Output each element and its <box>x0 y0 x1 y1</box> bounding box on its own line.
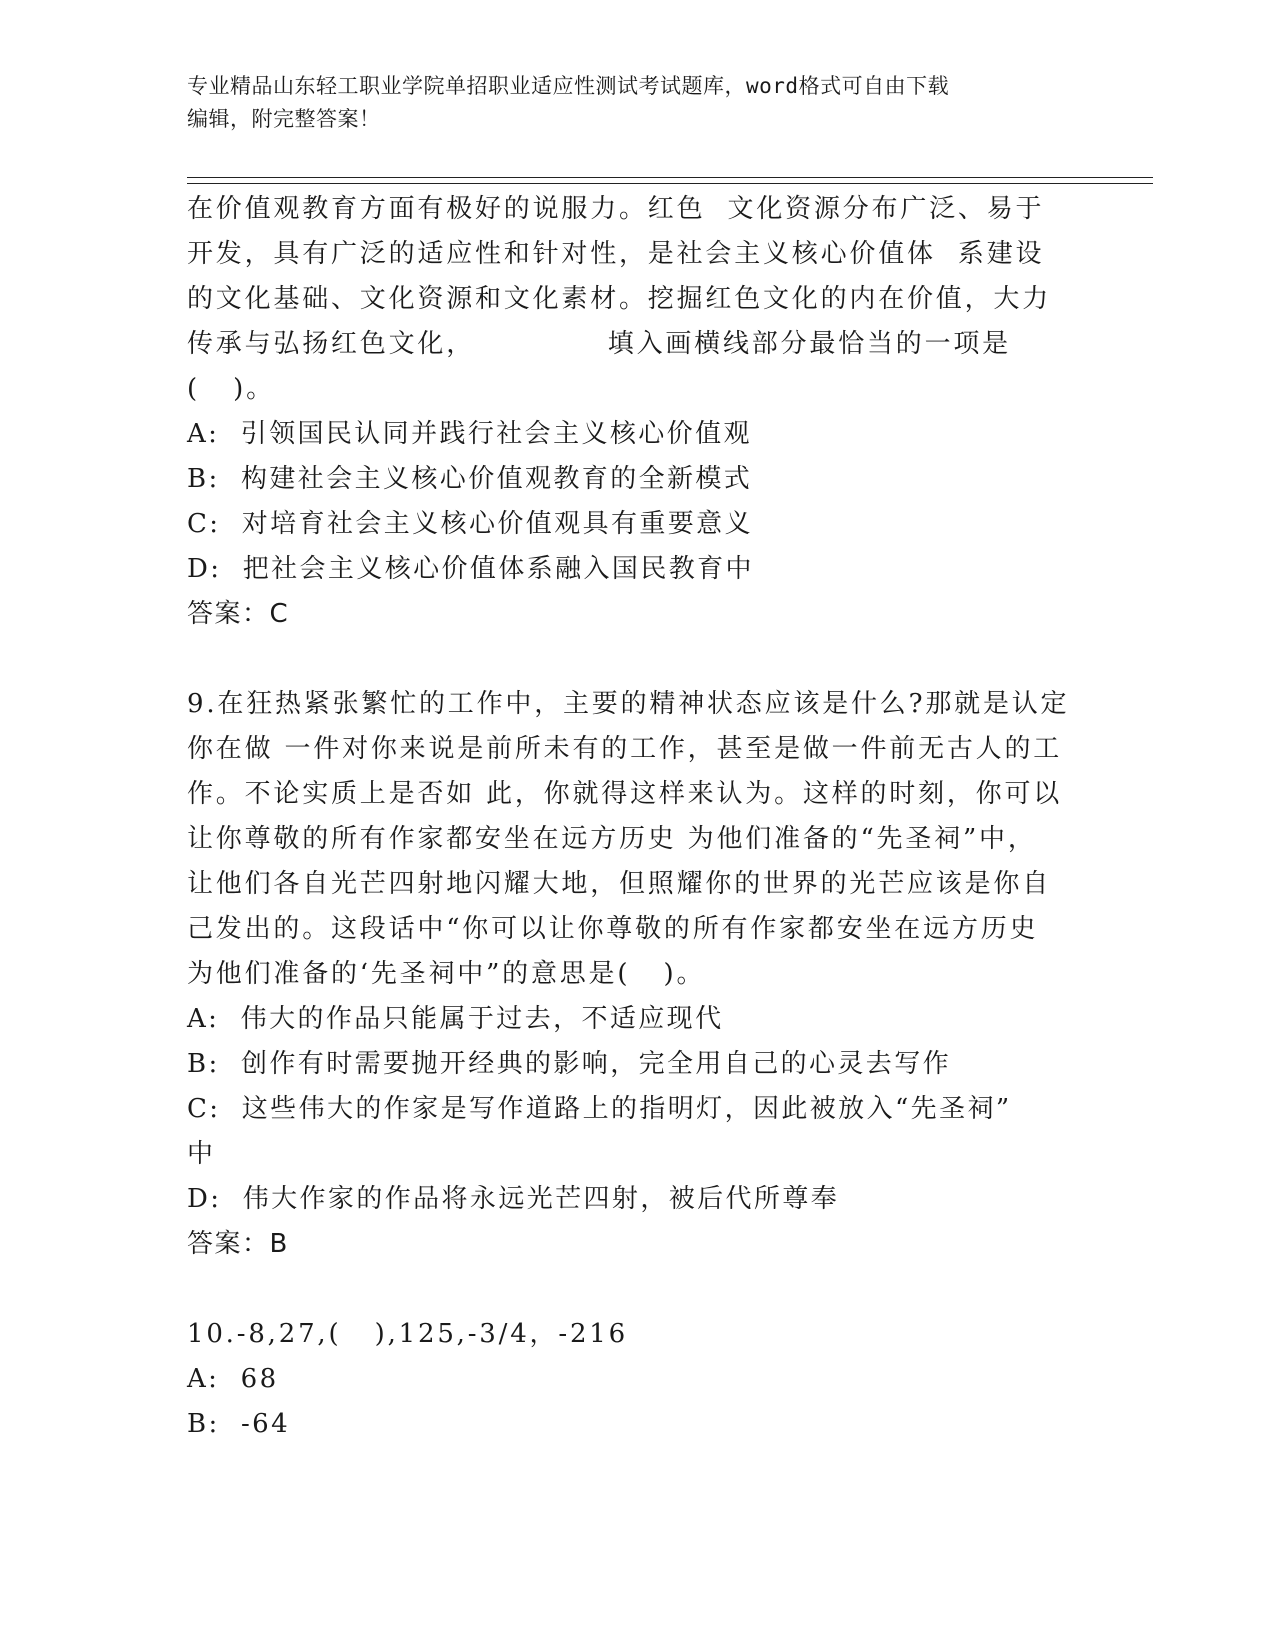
question-8 <box>187 187 1087 637</box>
question-9-option-b: B: 创作有时需要抛开经典的影响，完全用自己的心灵去写作 <box>187 1049 951 1079</box>
question-9-text-line: 让你尊敬的所有作家都安坐在远方历史 为他们准备的“先圣祠”中， <box>187 824 1037 854</box>
question-9-text-line: 为他们准备的‘先圣祠中”的意思是( )。 <box>187 959 706 989</box>
question-9-text-line: 9.在狂热紧张繁忙的工作中，主要的精神状态应该是什么?那就是认定 <box>187 689 1070 719</box>
question-8-text-line: 在价值观教育方面有极好的说服力。红色 文化资源分布广泛、易于 <box>187 194 1045 224</box>
question-9 <box>187 682 1087 1267</box>
header-divider-top <box>187 177 1153 178</box>
header-line-2: 编辑，附完整答案！ <box>187 107 381 131</box>
question-8-option-d: D: 把社会主义核心价值体系融入国民教育中 <box>187 554 754 584</box>
question-9-text-line: 作。不论实质上是否如 此，你就得这样来认为。这样的时刻，你可以 <box>187 779 1063 809</box>
question-8-option-b: B: 构建社会主义核心价值观教育的全新模式 <box>187 464 753 494</box>
question-9-option-c-continued: 中 <box>187 1139 216 1169</box>
question-8-text-line: 开发，具有广泛的适应性和针对性，是社会主义核心价值体 系建设 <box>187 239 1045 269</box>
question-8-option-a: A: 引领国民认同并践行社会主义核心价值观 <box>187 419 752 449</box>
question-8-text-line: ( )。 <box>187 374 275 404</box>
question-10 <box>187 1312 1087 1447</box>
question-9-answer: 答案：B <box>187 1229 289 1259</box>
question-9-option-d: D: 伟大作家的作品将永远光芒四射，被后代所尊奉 <box>187 1184 840 1214</box>
question-10-option-b: B: -64 <box>187 1409 291 1439</box>
question-8-option-c: C: 对培育社会主义核心价值观具有重要意义 <box>187 509 753 539</box>
question-10-text-line: 10.-8,27,( ),125,-3/4，-216 <box>187 1319 628 1349</box>
question-9-option-a: A: 伟大的作品只能属于过去，不适应现代 <box>187 1004 724 1034</box>
document-body <box>187 187 1087 1447</box>
spacer <box>187 1267 1087 1312</box>
question-8-answer: 答案：C <box>187 599 290 629</box>
question-9-text-line: 你在做 一件对你来说是前所未有的工作，甚至是做一件前无古人的工 <box>187 734 1063 764</box>
question-10-option-a: A: 68 <box>187 1364 279 1394</box>
header-divider-bottom <box>187 183 1153 184</box>
page-header <box>187 70 1087 136</box>
question-8-text-line: 的文化基础、文化资源和文化素材。挖掘红色文化的内在价值，大力 <box>187 284 1052 314</box>
question-9-text-line: 让他们各自光芒四射地闪耀大地，但照耀你的世界的光芒应该是你自 <box>187 869 1052 899</box>
question-9-text-line: 己发出的。这段话中“你可以让你尊敬的所有作家都安坐在远方历史 <box>187 914 1039 944</box>
header-line-1: 专业精品山东轻工职业学院单招职业适应性测试考试题库，word格式可自由下载 <box>187 74 950 98</box>
question-9-option-c: C: 这些伟大的作家是写作道路上的指明灯，因此被放入“先圣祠” <box>187 1094 1012 1124</box>
spacer <box>187 637 1087 682</box>
question-8-text-line: 传承与弘扬红色文化， 填入画横线部分最恰当的一项是 <box>187 329 1011 359</box>
